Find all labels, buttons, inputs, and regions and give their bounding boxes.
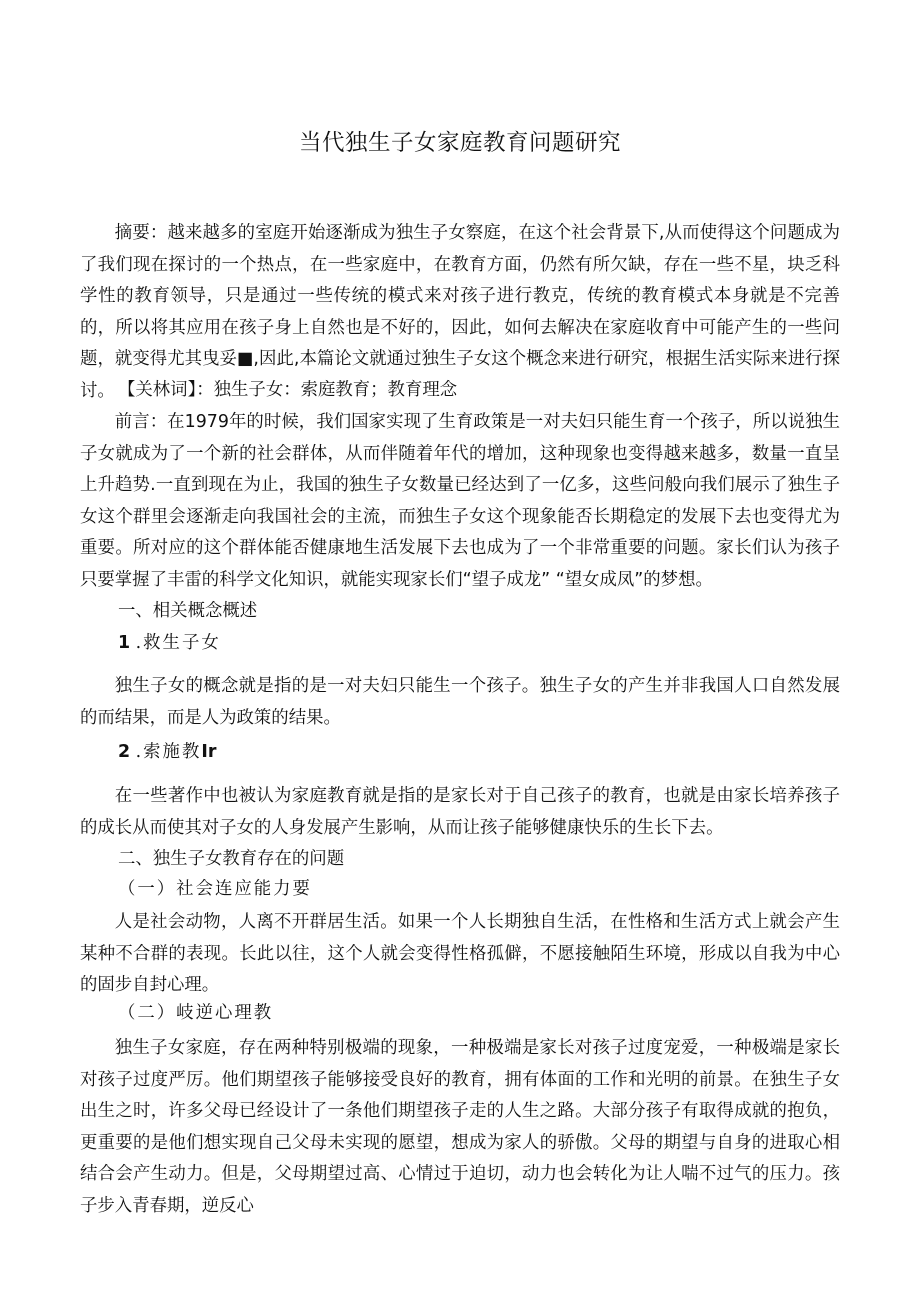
section-heading-2: 二、独生子女教育存在的问题 — [118, 849, 345, 869]
item-title-1: .救生子女 — [135, 633, 221, 653]
item-heading-1 — [80, 628, 878, 660]
subsection-heading-2: （二）岐逆心理教 — [118, 1003, 274, 1023]
page-title: 当代独生子女家庭教育问题研究 — [298, 130, 621, 156]
abstract-paragraph: 摘要：越来越多的室庭开始逐渐成为独生子女察庭，在这个社会背景下,从而使得这个问题成为了我们现在探讨的一个热点，在一些家庭中，在教育方面，仍然有所欠缺，存在一些不星，块乏科学性的教育领导，只是通过一些传统的模式来对孩子进行教克，传统的教育模式本身就是不完善的，所以将其应用在孩子身上自然也是不好的，因此，如何去解决在家庭收育中可能产生的一些问题，就变得尤其曳妥■,因此,本篇论文就通过独生子女这个概念来进行研究，根据生活实际来进行探讨。 — [80, 223, 840, 401]
item-number-1: 1 — [118, 633, 131, 653]
subsection-heading-1: （一）社会连应能力要 — [118, 879, 312, 899]
keywords-line: 【关林词】：独生子女：索庭教育；教育理念 — [118, 380, 458, 400]
item-heading-2 — [80, 737, 878, 769]
subsection-body-1: 人是社会动物，人离不开群居生活。如果一个人长期独自生活，在性格和生活方式上就会产生某种不合群的表现。长此以往，这个人就会变得性格孤僻，不愿接触陌生环境，形成以自我为中心的固步自封心理。 — [80, 912, 840, 996]
item-title-2: .索施教 — [135, 742, 202, 762]
item-body-2: 在一些著作中也被认为家庭教育就是指的是家长对于自己孩子的教育，也就是由家长培养孩子的成长从而使其对子女的人身发展产生影响，从而让孩子能够健康快乐的生长下去。 — [80, 786, 840, 838]
preface-paragraph: 前言：在1979年的时候，我们国家实现了生育政策是一对夫妇只能生育一个孩子，所以说独生子女就成为了一个新的社会群体，从而伴随着年代的增加，这种现象也变得越来越多，数量一直呈上升趋势.一直到现在为止，我国的独生子女数量已经达到了一亿多，这些问般向我们展示了独生子女这个群里会逐渐走向我国社会的主流，而独生子女这个现象能否长期稳定的发展下去也变得尤为重要。所对应的这个群体能否健康地生活发展下去也成为了一个非常重要的问题。家长们认为孩子只要掌握了丰雷的科学文化知识，就能实现家长们“望子成龙” “望女成凤”的梦想。 — [80, 412, 840, 590]
item-body-1: 独生子女的概念就是指的是一对夫妇只能生一个孩子。独生子女的产生并非我国人口自然发展的而结果，而是人为政策的结果。 — [80, 676, 840, 728]
item-title-2-suffix: Ir — [201, 742, 217, 762]
subsection-body-2: 独生子女家庭，存在两种特别极端的现象，一种极端是家长对孩子过度宠爱，一种极端是家长对孩子过度严厉。他们期望孩子能够接受良好的教育，拥有体面的工作和光明的前景。在独生子女出生之时，许多父母已经设计了一条他们期望孩子走的人生之路。大部分孩子有取得成就的抱负，更重要的是他们想实现自己父母未实现的愿望，想成为家人的骄傲。父母的期望与自身的进取心相结合会产生动力。但是，父母期望过高、心情过于迫切，动力也会转化为让人喘不过气的压力。孩子步入青春期，逆反心 — [80, 1038, 840, 1216]
section-heading-1: 一、相关概念概述 — [118, 601, 258, 621]
item-number-2: 2 — [118, 742, 131, 762]
